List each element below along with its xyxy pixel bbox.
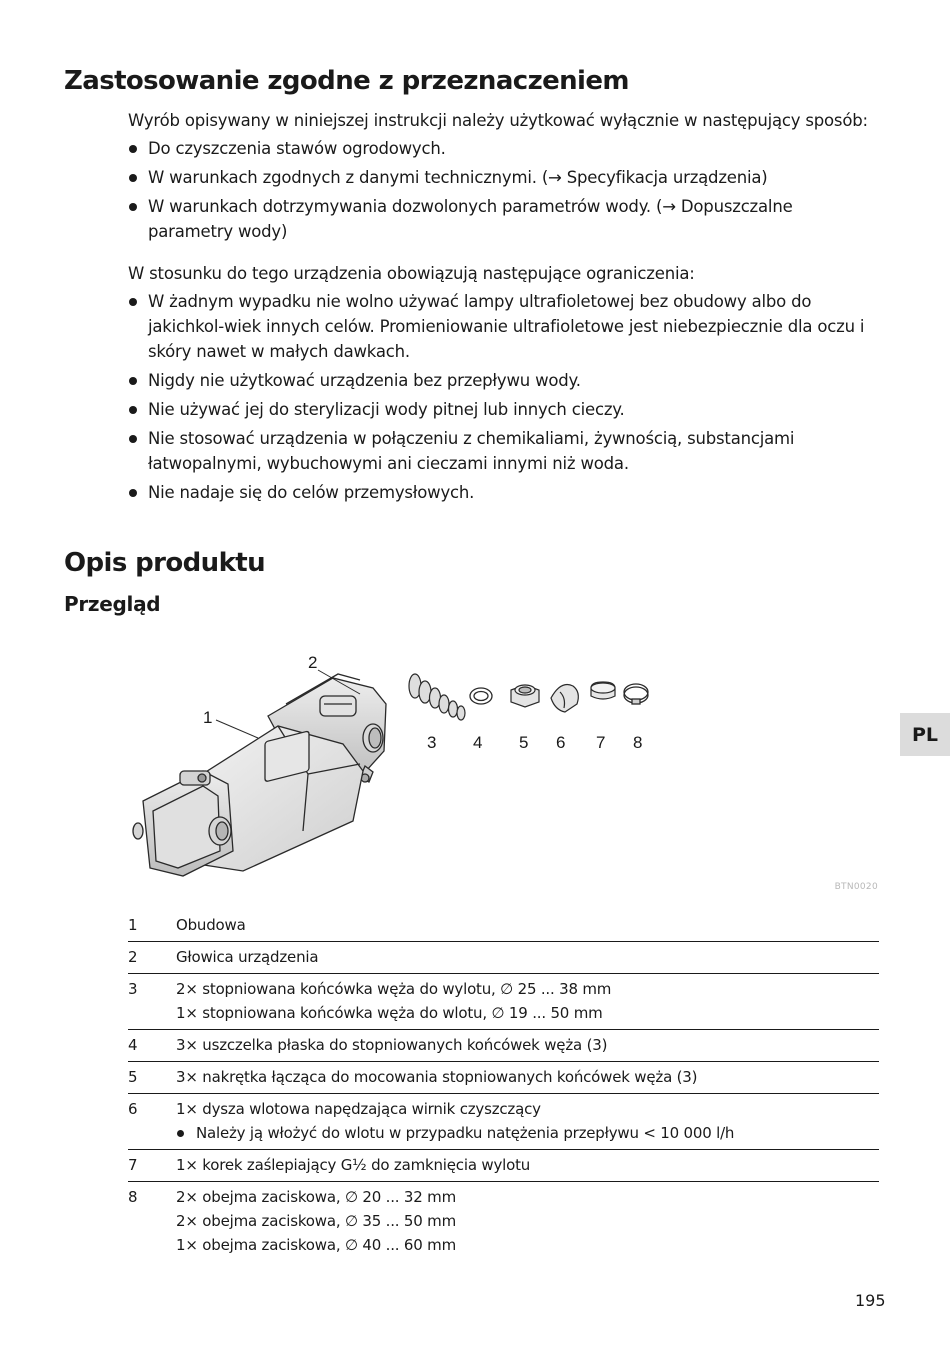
- table-row: [128, 1062, 879, 1094]
- table-row: [128, 1030, 879, 1062]
- table-row: [128, 974, 879, 1030]
- item-number: 1: [128, 916, 138, 934]
- item-description: Głowica urządzenia: [176, 948, 319, 966]
- item-description: 3× nakrętka łącząca do mocowania stopniowanych końcówek węża (3): [176, 1068, 698, 1086]
- item-number: 6: [128, 1100, 138, 1118]
- item-number: 2: [128, 948, 138, 966]
- item-description: 1× stopniowana końcówka węża do wlotu, ∅ 19 ... 50 mm: [176, 1004, 603, 1022]
- table-row: [128, 1150, 879, 1182]
- subsection-title-overview: Przegląd: [64, 592, 161, 616]
- list-item: W warunkach dotrzymywania dozwolonych parametrów wody. (→ Dopuszczalne parametry wody): [128, 194, 880, 244]
- item-number: 3: [128, 980, 138, 998]
- list-item: Do czyszczenia stawów ogrodowych.: [128, 136, 880, 161]
- item-description: 1× obejma zaciskowa, ∅ 40 ... 60 mm: [176, 1236, 457, 1254]
- callout-6: 6: [556, 733, 566, 752]
- list-item: W żadnym wypadku nie wolno używać lampy ultrafioletowej bez obudowy albo do jakichkol-wiek innych celów. Promieniowanie ultrafioletowe jest niebezpiecznie dla oczu i skóry nawet w małych dawkach.: [128, 289, 880, 364]
- intended-use-intro: Wyrób opisywany w niniejszej instrukcji należy użytkować wyłącznie w następujący sposób:: [128, 111, 868, 130]
- page-number: 195: [855, 1291, 886, 1310]
- item-number: 7: [128, 1156, 138, 1174]
- restrictions-intro: W stosunku do tego urządzenia obowiązują następujące ograniczenia:: [128, 264, 695, 283]
- callout-2: 2: [308, 653, 318, 672]
- section-title-product-description: Opis produktu: [64, 548, 265, 578]
- inlet-nozzle-illustration: [551, 685, 578, 713]
- list-item: Nie używać jej do sterylizacji wody pitnej lub innych cieczy.: [128, 397, 880, 422]
- item-number: 8: [128, 1188, 138, 1206]
- table-row: [128, 942, 879, 974]
- section-title-intended-use: Zastosowanie zgodne z przeznaczeniem: [64, 66, 629, 96]
- table-row: [128, 1182, 879, 1261]
- callout-5: 5: [519, 733, 529, 752]
- item-description: 1× dysza wlotowa napędzająca wirnik czyszczący: [176, 1100, 541, 1118]
- item-number: 5: [128, 1068, 138, 1086]
- hose-tail-illustration: [409, 674, 465, 720]
- callout-3: 3: [427, 733, 437, 752]
- list-item: W warunkach zgodnych z danymi technicznymi. (→ Specyfikacja urządzenia): [128, 165, 880, 190]
- parts-legend-table: [128, 910, 879, 1261]
- list-item: Nie stosować urządzenia w połączeniu z chemikaliami, żywnością, substancjami łatwopalnymi, wybuchowymi ani cieczami innymi niż woda.: [128, 426, 880, 476]
- item-description: 2× stopniowana końcówka węża do wylotu, ∅ 25 ... 38 mm: [176, 980, 612, 998]
- item-description: 1× korek zaślepiający G½ do zamknięcia wylotu: [176, 1156, 531, 1174]
- blanking-cap-illustration: [591, 682, 615, 699]
- intended-uses-list: [128, 136, 880, 248]
- list-item: Nie nadaje się do celów przemysłowych.: [128, 480, 880, 505]
- item-description: 2× obejma zaciskowa, ∅ 20 ... 32 mm: [176, 1188, 457, 1206]
- union-nut-illustration: [511, 685, 539, 707]
- item-note: Należy ją włożyć do wlotu w przypadku natężenia przepływu < 10 000 l/h: [176, 1121, 734, 1145]
- callout-1: 1: [203, 708, 213, 727]
- item-description: 3× uszczelka płaska do stopniowanych końcówek węża (3): [176, 1036, 608, 1054]
- hose-clamp-illustration: [624, 684, 648, 704]
- product-overview-figure: [128, 646, 658, 882]
- item-description: Obudowa: [176, 916, 246, 934]
- table-row: [128, 1094, 879, 1150]
- gasket-illustration: [470, 688, 492, 704]
- figure-code: BTN0020: [834, 882, 878, 892]
- table-row: [128, 910, 879, 942]
- item-number: 4: [128, 1036, 138, 1054]
- callout-8: 8: [633, 733, 643, 752]
- device-illustration: [133, 674, 386, 876]
- list-item: Nigdy nie użytkować urządzenia bez przepływu wody.: [128, 368, 880, 393]
- callout-4: 4: [473, 733, 483, 752]
- restrictions-list: [128, 289, 880, 509]
- language-tab: PL: [900, 713, 950, 756]
- item-description: 2× obejma zaciskowa, ∅ 35 ... 50 mm: [176, 1212, 457, 1230]
- callout-7: 7: [596, 733, 606, 752]
